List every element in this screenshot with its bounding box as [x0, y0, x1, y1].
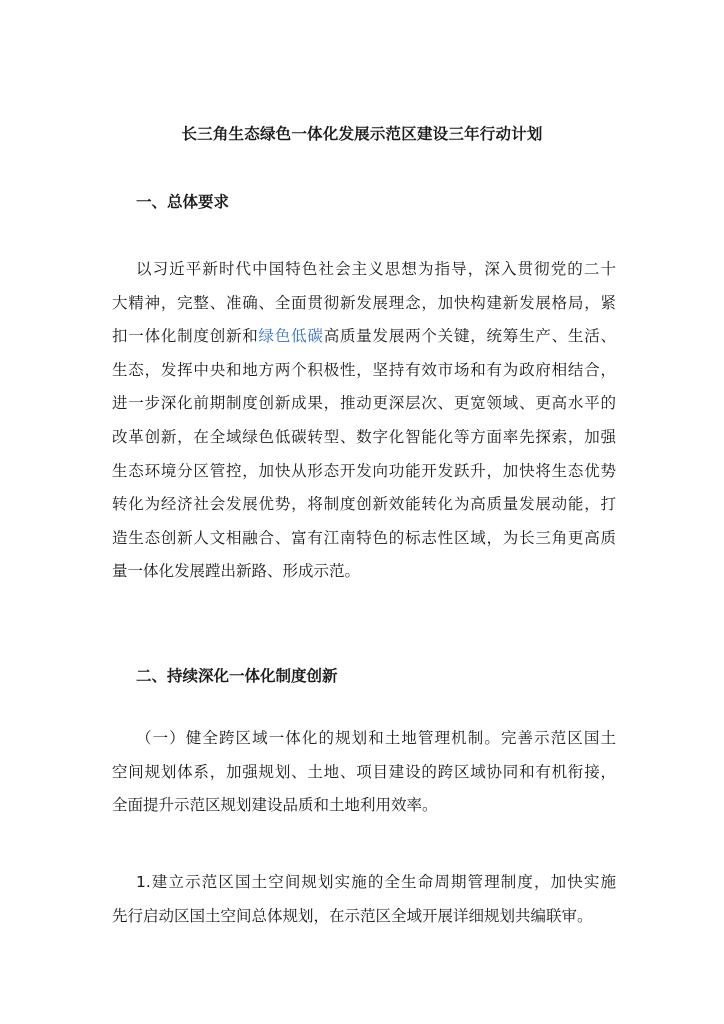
paragraph-line: 量一体化发展蹚出新路、形成示范。 — [112, 562, 361, 581]
paragraph-line: 1.建立示范区国土空间规划实施的全生命周期管理制度，加快实施 — [136, 873, 616, 891]
paragraph-line — [112, 320, 616, 354]
paragraph-text: 扣一体化制度创新和 — [112, 327, 259, 346]
paragraph-line: 进一步深化前期制度创新成果，推动更深层次、更宽领域、更高水平的 — [112, 394, 616, 413]
paragraph-line: 先行启动区国土空间总体规划，在示范区全域开展详细规划共编联审。 — [112, 906, 593, 925]
paragraph-line: 大精神，完整、准确、全面贯彻新发展理念，加快构建新发展格局，紧 — [112, 293, 616, 312]
highlighted-link-text[interactable]: 绿色低碳 — [258, 327, 324, 346]
paragraph-line: 空间规划体系，加强规划、土地、项目建设的跨区域协同和有机衔接， — [112, 762, 616, 781]
section-heading-institutional-innovation: 二、持续深化一体化制度创新 — [136, 667, 338, 685]
paragraph-line: 生态，发挥中央和地方两个积极性，坚持有效市场和有为政府相结合， — [112, 360, 616, 379]
section1-paragraph — [112, 253, 616, 589]
paragraph-line: （一）健全跨区域一体化的规划和土地管理机制。完善示范区国土 — [136, 729, 616, 747]
paragraph-line: 改革创新，在全域绿色低碳转型、数字化智能化等方面率先探索，加强 — [112, 427, 616, 446]
paragraph-text: 高质量发展两个关键，统筹生产、生活、 — [323, 327, 616, 346]
paragraph-line: 生态环境分区管控，加快从形态开发向功能开发跃升，加快将生态优势 — [112, 461, 616, 480]
subsection1-paragraph — [112, 722, 616, 823]
paragraph-line: 造生态创新人文相融合、富有江南特色的标志性区域，为长三角更高质 — [112, 528, 616, 547]
document-title: 长三角生态绿色一体化发展示范区建设三年行动计划 — [181, 125, 543, 143]
paragraph-line: 以习近平新时代中国特色社会主义思想为指导，深入贯彻党的二十 — [136, 260, 616, 278]
paragraph-line: 全面提升示范区规划建设品质和土地利用效率。 — [112, 796, 438, 815]
item1-paragraph — [112, 866, 616, 933]
paragraph-line: 转化为经济社会发展优势，将制度创新效能转化为高质量发展动能，打 — [112, 495, 616, 514]
section-heading-general-requirements: 一、总体要求 — [136, 193, 230, 211]
